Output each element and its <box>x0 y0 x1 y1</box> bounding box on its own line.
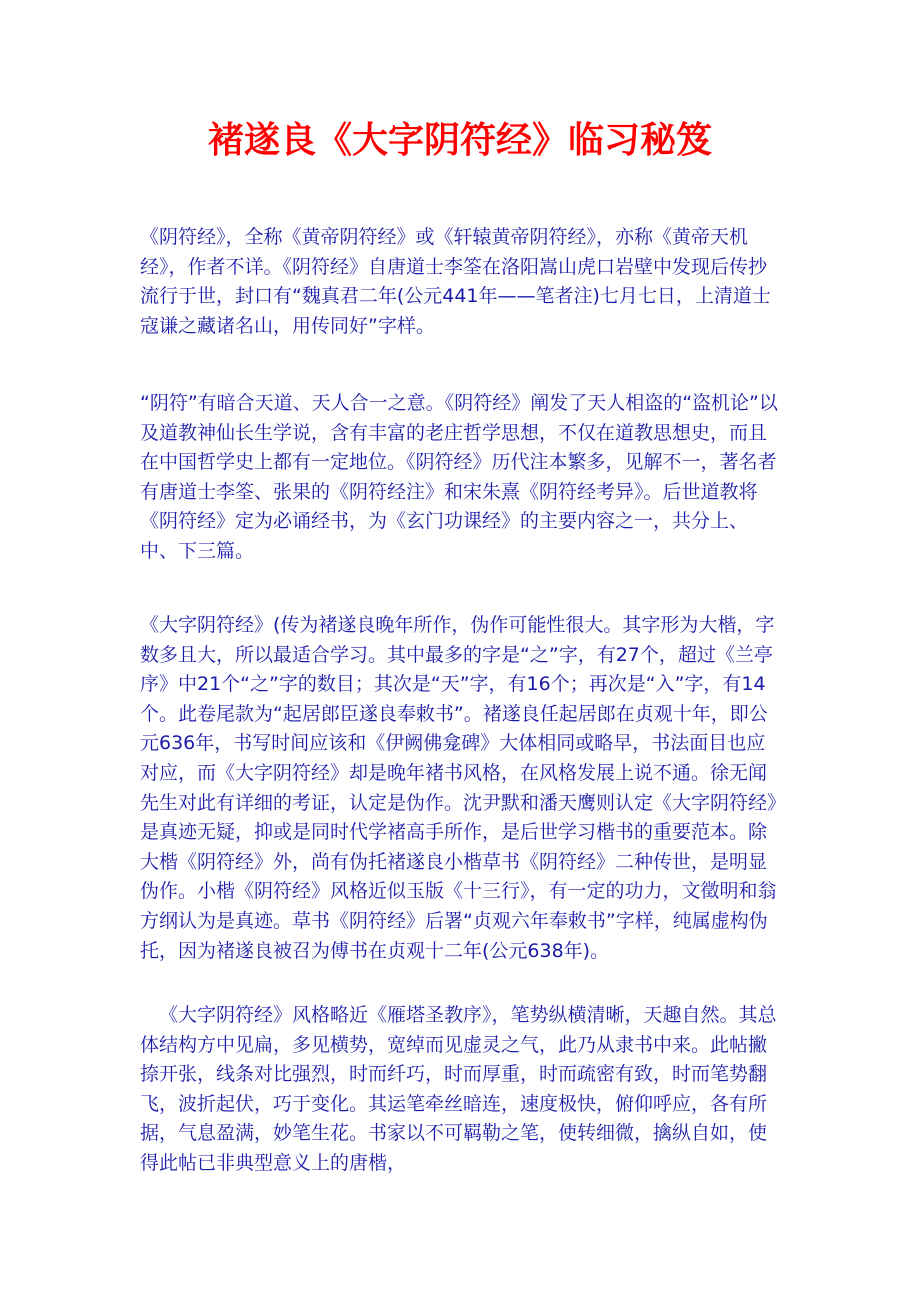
paragraph-meaning: “阴符”有暗合天道、天人合一之意。《阴符经》阐发了天人相盗的“盗机论”以及道教神仙长生学说，含有丰富的老庄哲学思想，不仅在道教思想史，而且在中国哲学史上都有一定地位。《阴符经》历代注本繁多，见解不一，著名者有唐道士李筌、张果的《阴符经注》和宋朱熹《阴符经考异》。后世道教将《阴符经》定为必诵经书，为《玄门功课经》的主要内容之一，共分上、中、下三篇。 <box>140 392 778 562</box>
paragraph-style: 《大字阴符经》风格略近《雁塔圣教序》，笔势纵横清晰，天趣自然。其总体结构方中见扁，多见横势，宽绰而见虚灵之气，此乃从隶书中来。此帖撇捺开张，线条对比强烈，时而纤巧，时而厚重，时而疏密有致，时而笔势翻飞，波折起伏，巧于变化。其运笔牵丝暗连，速度极快，俯仰呼应，各有所据，气息盈满，妙笔生花。书家以不可羁勒之笔，使转细微，擒纵自如，使得此帖已非典型意义上的唐楷， <box>140 1004 777 1174</box>
paragraph-intro: 《阴符经》，全称《黄帝阴符经》或《轩辕黄帝阴符经》，亦称《黄帝天机经》，作者不详。《阴符经》自唐道士李筌在洛阳嵩山虎口岩壁中发现后传抄流行于世，封口有“魏真君二年(公元441年——笔者注)七月七日，上清道士寇谦之藏诸名山，用传同好”字样。 <box>140 226 771 337</box>
document-title: 褚遂良《大字阴符经》临习秘笈 <box>207 119 712 161</box>
paragraph-authorship: 《大字阴符经》(传为褚遂良晚年所作，伪作可能性很大。其字形为大楷，字数多且大，所以最适合学习。其中最多的字是“之”字，有27个，超过《兰亭序》中21个“之”字的数目；其次是“天”字，有16个；再次是“入”字，有14个。此卷尾款为“起居郎臣遂良奉敕书”。褚遂良任起居郎在贞观十年，即公元636年，书写时间应该和《伊阙佛龛碑》大体相同或略早，书法面目也应对应，而《大字阴符经》却是晚年褚书风格，在风格发展上说不通。徐无闻先生对此有详细的考证，认定是伪作。沈尹默和潘天鹰则认定《大字阴符经》是真迹无疑，抑或是同时代学褚高手所作，是后世学习楷书的重要范本。除大楷《阴符经》外，尚有伪托褚遂良小楷草书《阴符经》二种传世，是明显伪作。小楷《阴符经》风格近似玉版《十三行》，有一定的功力，文徵明和翁方纲认为是真迹。草书《阴符经》后署“贞观六年奉敕书”字样，纯属虚构伪托，因为褚遂良被召为傅书在贞观十二年(公元638年)。 <box>140 614 777 962</box>
